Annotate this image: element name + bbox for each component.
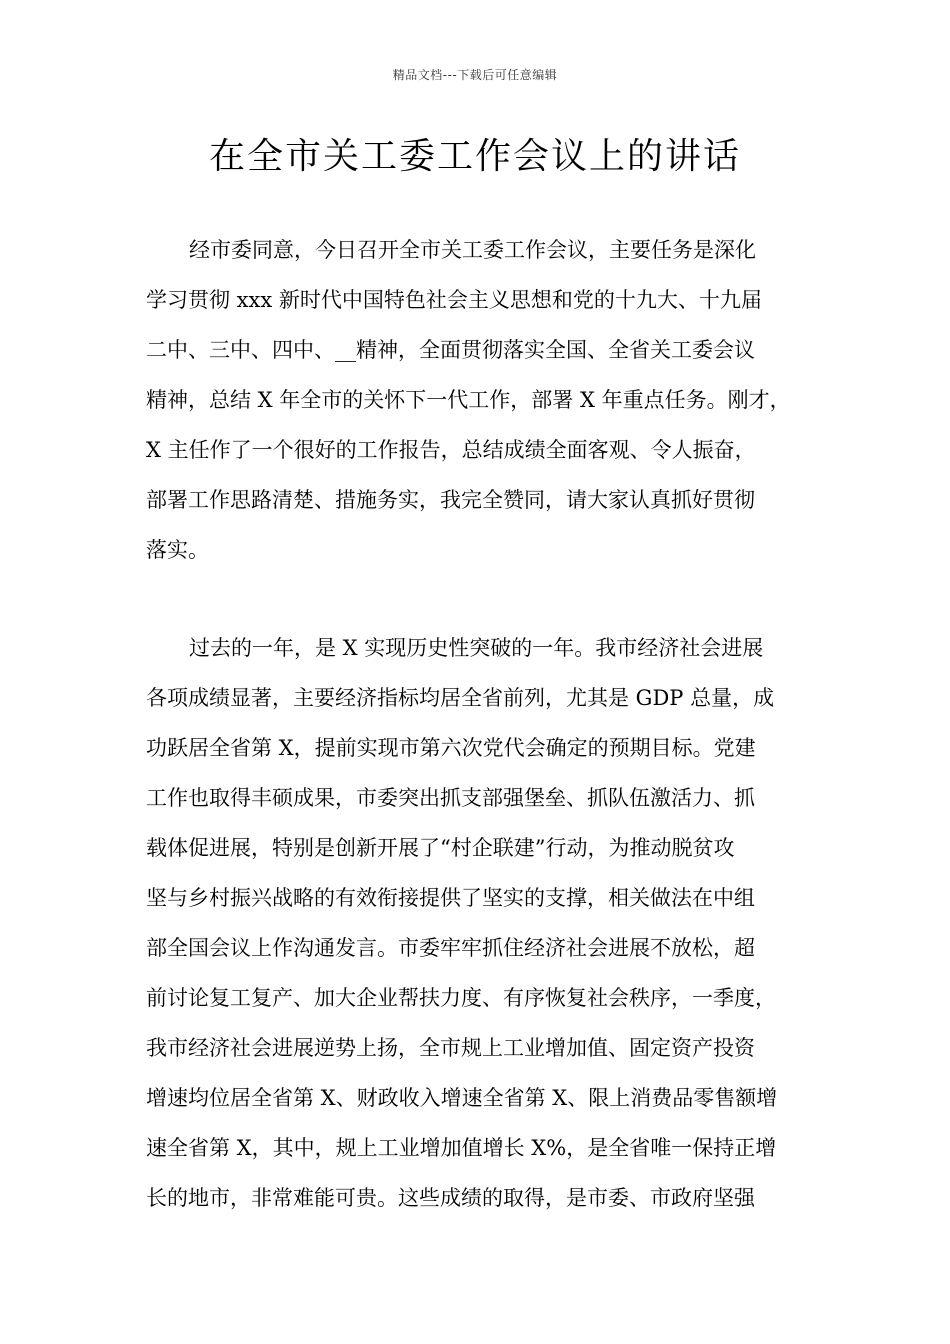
paragraph-line: X 主任作了一个很好的工作报告，总结成绩全面客观、令人振奋， <box>146 438 756 462</box>
paragraph-line: 精神，总结 X 年全市的关怀下一代工作，部署 X 年重点任务。刚才， <box>146 388 791 412</box>
paragraph-line: 经市委同意，今日召开全市关工委工作会议，主要任务是深化 <box>189 238 756 262</box>
paragraph-line: 工作也取得丰硕成果，市委突出抓支部强堡垒、抓队伍激活力、抓 <box>146 786 755 810</box>
paragraph-line: 二中、三中、四中、__精神，全面贯彻落实全国、全省关工委会议 <box>146 338 755 362</box>
paragraph-line: 长的地市，非常难能可贵。这些成绩的取得，是市委、市政府坚强 <box>146 1186 755 1210</box>
paragraph-line: 坚与乡村振兴战略的有效衔接提供了坚实的支撑，相关做法在中组 <box>146 886 755 910</box>
paragraph-line: 载体促进展，特别是创新开展了“村企联建”行动，为推动脱贫攻 <box>146 836 735 860</box>
paragraph-line: 速全省第 X，其中，规上工业增加值增长 X%，是全省唯一保持正增 <box>146 1136 777 1160</box>
paragraph-1 <box>146 225 806 575</box>
paragraph-line: 过去的一年，是 X 实现历史性突破的一年。我市经济社会进展 <box>189 636 764 660</box>
paragraph-line: 部全国会议上作沟通发言。市委牢牢抓住经济社会进展不放松，超 <box>146 936 755 960</box>
paragraph-2 <box>146 623 806 1223</box>
paragraph-line: 部署工作思路清楚、措施务实，我完全赞同，请大家认真抓好贯彻 <box>146 488 755 512</box>
paragraph-line: 增速均位居全省第 X、财政收入增速全省第 X、限上消费品零售额增 <box>146 1086 778 1110</box>
paragraph-line: 学习贯彻 xxx 新时代中国特色社会主义思想和党的十九大、十九届 <box>146 288 762 312</box>
paragraph-line: 前讨论复工复产、加大企业帮扶力度、有序恢复社会秩序，一季度， <box>146 986 776 1010</box>
paragraph-line: 功跃居全省第 X，提前实现市第六次党代会确定的预期目标。党建 <box>146 736 756 760</box>
header-note: 精品文档---下载后可任意编辑 <box>392 68 558 82</box>
paragraph-line: 我市经济社会进展逆势上扬，全市规上工业增加值、固定资产投资 <box>146 1036 755 1060</box>
paragraph-line: 各项成绩显著，主要经济指标均居全省前列，尤其是 GDP 总量，成 <box>146 686 775 710</box>
page-title: 在全市关工委工作会议上的讲话 <box>208 136 741 177</box>
paragraph-line: 落实。 <box>146 538 209 562</box>
